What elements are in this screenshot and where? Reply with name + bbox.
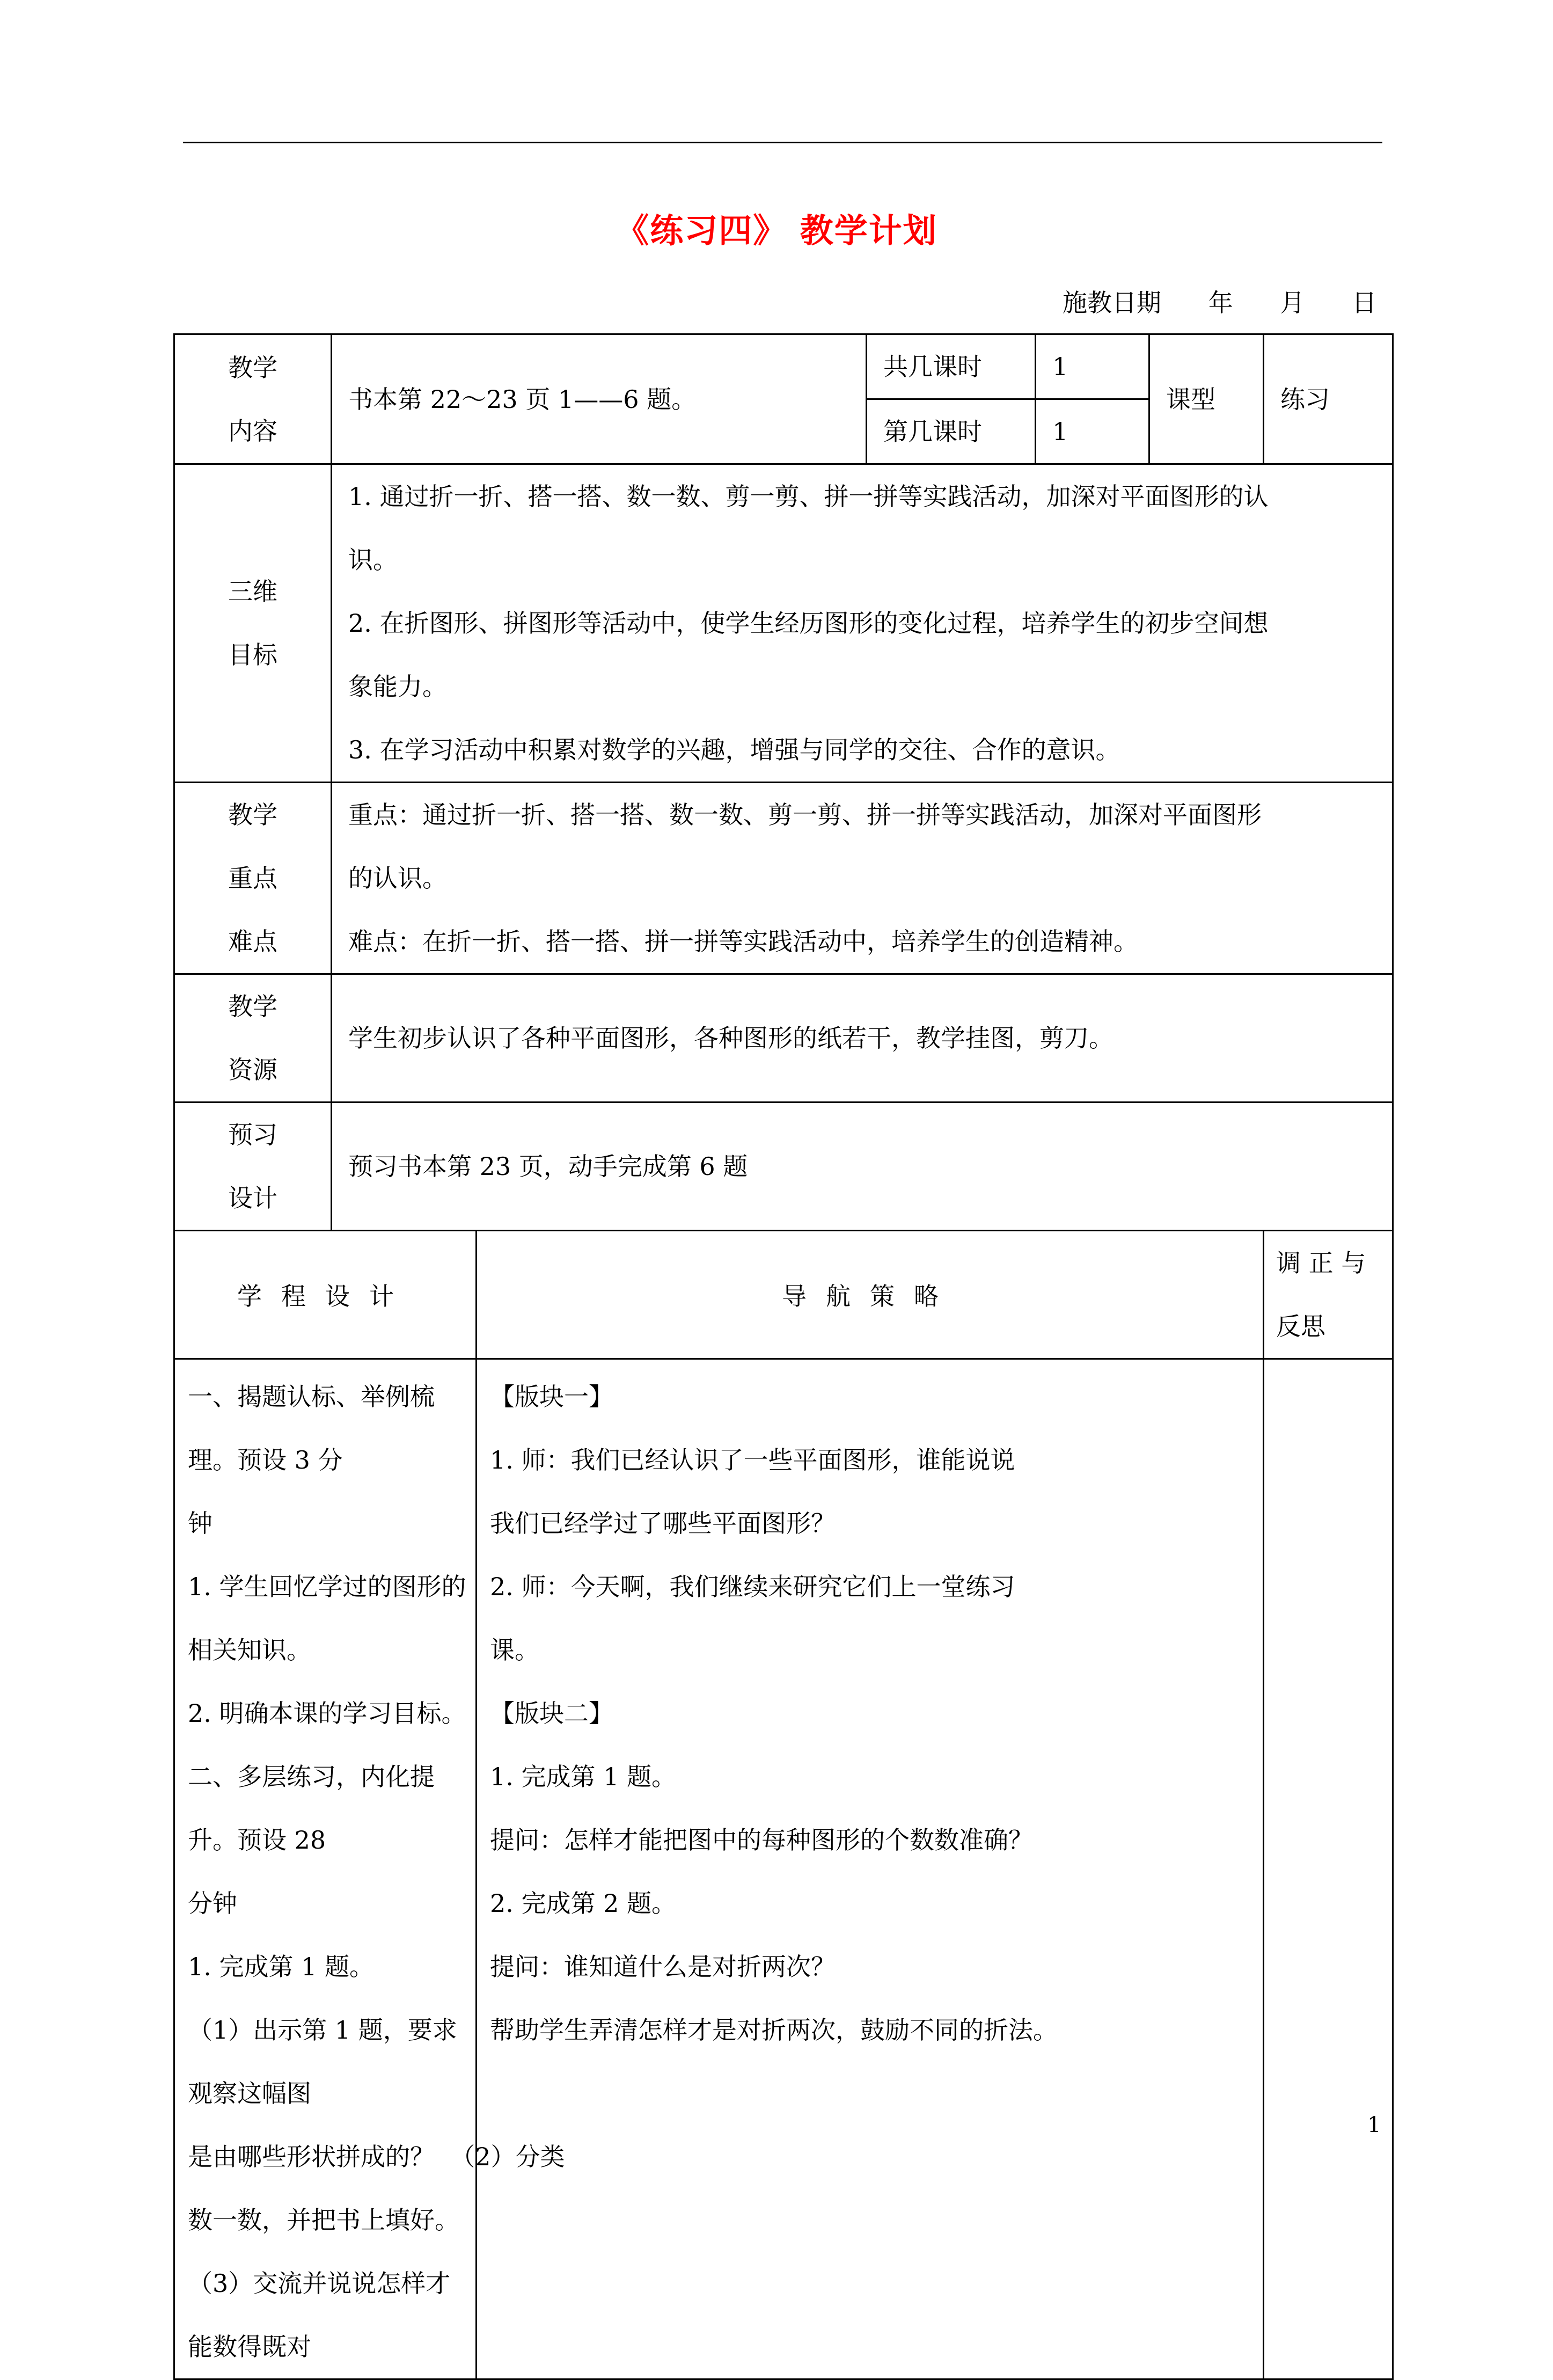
goal-line: 3. 在学习活动中积累对数学的兴趣，增强与同学的交往、合作的意识。 <box>348 735 1120 764</box>
learning-line: 钟 <box>188 1509 213 1538</box>
strategy-line: 提问：谁知道什么是对折两次？ <box>490 1952 836 1981</box>
reflection-content <box>1264 1359 1393 2379</box>
learning-line: 1. 完成第 1 题。 <box>188 1952 375 1981</box>
key-point-line: 的认识。 <box>348 864 447 893</box>
lesson-number-label: 第几课时 <box>867 399 1036 464</box>
guidance-strategy-content <box>477 1359 1264 2379</box>
strategy-line: 帮助学生弄清怎样才是对折两次，鼓励不同的折法。 <box>490 2016 1058 2045</box>
goal-line: 1. 通过折一折、搭一搭、数一数、剪一剪、拼一拼等实践活动，加深对平面图形的认 <box>348 482 1269 511</box>
strategy-line: 2. 完成第 2 题。 <box>490 1889 677 1918</box>
learning-line: 分钟 <box>188 1889 237 1918</box>
strategy-line: 提问：怎样才能把图中的每种图形的个数数准确？ <box>490 1826 1033 1855</box>
goals-content <box>332 464 1393 783</box>
learning-line: 2. 明确本课的学习目标。 <box>188 1699 466 1728</box>
label-preview <box>174 1103 332 1231</box>
label-line: 重点 <box>228 864 277 893</box>
learning-line: 数一数，并把书上填好。 <box>188 2206 459 2235</box>
row-design-body <box>174 1359 1393 2379</box>
strategy-line: 课。 <box>490 1636 539 1664</box>
lesson-plan-table <box>173 333 1394 2380</box>
learning-line: 二、多层练习，内化提升。预设 28 <box>188 1762 435 1855</box>
total-lessons-label: 共几课时 <box>867 334 1036 399</box>
learning-line: 是由哪些形状拼成的？ （2）分类 <box>188 2142 565 2171</box>
learning-line: 一、揭题认标、举例梳理。预设 3 分 <box>188 1382 435 1474</box>
header-reflection-line: 反思 <box>1276 1312 1325 1341</box>
key-points-content <box>332 783 1393 974</box>
header-reflection <box>1264 1231 1393 1359</box>
header-guidance-strategy: 导航策略 <box>477 1231 1264 1359</box>
strategy-line: 【版块一】 <box>490 1382 613 1411</box>
goal-line: 象能力。 <box>348 672 447 701</box>
resources-content: 学生初步认识了各种平面图形，各种图形的纸若干，教学挂图，剪刀。 <box>332 974 1393 1103</box>
header-rule <box>183 142 1382 143</box>
goal-line: 识。 <box>348 545 398 574</box>
row-preview <box>174 1103 1393 1231</box>
label-goals <box>174 464 332 783</box>
date-month: 月 <box>1280 288 1305 317</box>
label-key-points <box>174 783 332 974</box>
type-value: 练习 <box>1264 334 1393 464</box>
key-point-line: 重点：通过折一折、搭一搭、数一数、剪一剪、拼一拼等实践活动，加深对平面图形 <box>348 800 1262 829</box>
row-key-points <box>174 783 1393 974</box>
strategy-line: 1. 完成第 1 题。 <box>490 1762 677 1791</box>
row-resources <box>174 974 1393 1103</box>
learning-line: （3）交流并说说怎样才能数得既对 <box>188 2269 451 2361</box>
date-year: 年 <box>1208 288 1233 317</box>
total-lessons-value: 1 <box>1036 334 1149 399</box>
strategy-line: 我们已经学过了哪些平面图形？ <box>490 1509 836 1538</box>
date-line <box>1063 283 1376 319</box>
header-learning-design: 学程设计 <box>174 1231 477 1359</box>
label-line: 资源 <box>228 1055 277 1084</box>
row-goals <box>174 464 1393 783</box>
date-day: 日 <box>1352 288 1377 317</box>
label-line: 三维 <box>228 577 277 606</box>
label-line: 教学 <box>228 353 277 382</box>
preview-content: 预习书本第 23 页，动手完成第 6 题 <box>332 1103 1393 1231</box>
learning-line: 1. 学生回忆学过的图形的相关知识。 <box>188 1572 466 1664</box>
label-line: 难点 <box>228 927 277 956</box>
strategy-line: 1. 师：我们已经认识了一些平面图形，谁能说说 <box>490 1445 1015 1474</box>
label-line: 设计 <box>228 1184 277 1213</box>
key-point-line: 难点：在折一折、搭一搭、拼一拼等实践活动中，培养学生的创造精神。 <box>348 927 1138 956</box>
strategy-line: 2. 师：今天啊，我们继续来研究它们上一堂练习 <box>490 1572 1015 1601</box>
label-teaching-content <box>174 334 332 464</box>
label-line: 内容 <box>228 416 277 446</box>
row-teaching-content <box>174 334 1393 399</box>
page-number: 1 <box>1367 2113 1381 2137</box>
label-line: 教学 <box>228 992 277 1021</box>
teaching-content-value: 书本第 22～23 页 1——6 题。 <box>332 334 867 464</box>
type-label: 课型 <box>1149 334 1264 464</box>
strategy-line: 【版块二】 <box>490 1699 613 1728</box>
date-label: 施教日期 <box>1063 288 1161 317</box>
page-title: 《练习四》 教学计划 <box>616 211 937 250</box>
header-reflection-line: 调 正 与 <box>1276 1249 1366 1277</box>
label-resources <box>174 974 332 1103</box>
lesson-number-value: 1 <box>1036 399 1149 464</box>
label-line: 预习 <box>228 1120 277 1149</box>
label-line: 教学 <box>228 800 277 829</box>
learning-line: （1）出示第 1 题，要求观察这幅图 <box>188 2016 457 2108</box>
goal-line: 2. 在折图形、拼图形等活动中，使学生经历图形的变化过程，培养学生的初步空间想 <box>348 609 1269 638</box>
row-design-header <box>174 1231 1393 1359</box>
label-line: 目标 <box>228 640 277 669</box>
